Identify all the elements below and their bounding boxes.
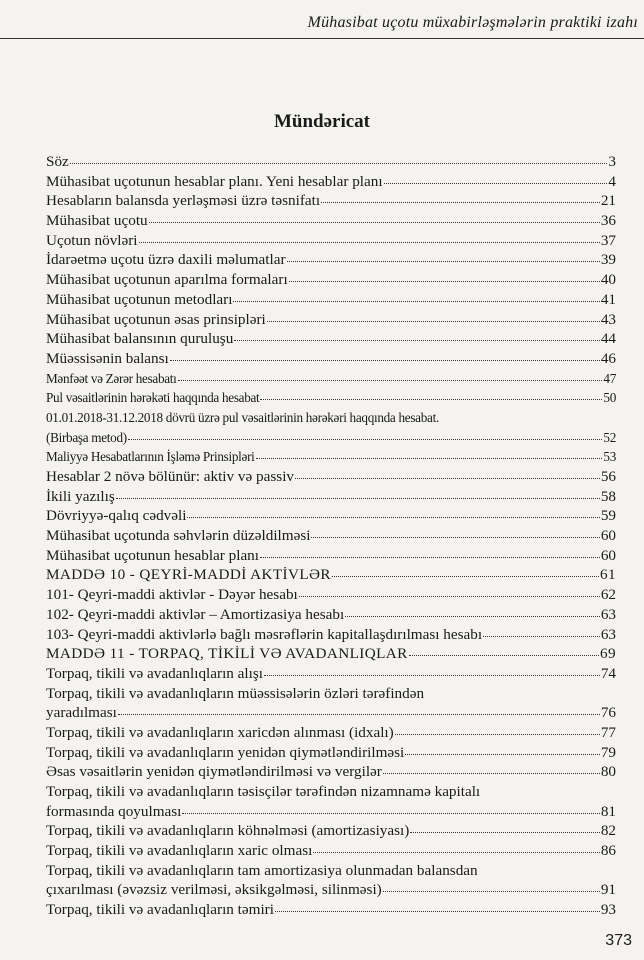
dot-leader <box>405 754 600 755</box>
toc-entry <box>46 861 616 881</box>
toc-entry <box>46 408 616 428</box>
dot-leader <box>234 340 600 341</box>
toc-entry <box>46 802 616 822</box>
toc-entry-label: Mühasibat uçotunda səhvlərin düzəldilməsi <box>46 527 311 545</box>
page-number: 373 <box>605 932 632 949</box>
toc-entry <box>46 388 616 408</box>
toc-entry-label: çıxarılması (əvəzsiz verilməsi, əksikgəlməsi, silinməsi) <box>46 881 382 899</box>
dot-leader <box>260 557 600 558</box>
toc-entry <box>46 191 616 211</box>
toc-entry <box>46 270 616 290</box>
toc-entry-page: 77 <box>600 723 616 741</box>
toc-entry-label: Mühasibat uçotunun hesablar planı. Yeni hesablar planı <box>46 172 383 190</box>
toc-entry <box>46 900 616 920</box>
toc-entry <box>46 467 616 487</box>
dot-leader <box>299 596 600 597</box>
dot-leader <box>256 458 603 459</box>
running-header <box>0 0 644 40</box>
dot-leader <box>178 380 603 381</box>
dot-leader <box>311 537 599 538</box>
toc-entry <box>46 880 616 900</box>
toc-entry <box>46 762 616 782</box>
toc-entry-label: Pul vəsaitlərinin hərəkəti haqqında hesabat <box>46 390 260 406</box>
toc-entry-label: 102- Qeyri-maddi aktivlər – Amortizasiya hesabı <box>46 605 345 623</box>
toc-entry-label: İdarəetmə uçotu üzrə daxili məlumatlar <box>46 251 286 269</box>
toc-entry-label: Mühasibat uçotunun aparılma formaları <box>46 271 288 289</box>
dot-leader <box>139 242 600 243</box>
dot-leader <box>409 655 599 656</box>
toc-entry <box>46 369 616 389</box>
toc-entry-page: 63 <box>600 605 616 623</box>
dot-leader <box>383 891 600 892</box>
dot-leader <box>313 852 599 853</box>
dot-leader <box>332 576 599 577</box>
toc-entry <box>46 172 616 192</box>
dot-leader <box>275 911 600 912</box>
toc-entry-page: 81 <box>600 802 616 820</box>
toc-entry <box>46 447 616 467</box>
toc-entry <box>46 310 616 330</box>
toc-entry-label: Uçotun növləri <box>46 231 138 249</box>
toc-entry-page: 86 <box>600 842 616 860</box>
toc-entry-page: 79 <box>600 743 616 761</box>
toc-entry <box>46 349 616 369</box>
dot-leader <box>321 202 600 203</box>
toc-entry-page: 39 <box>600 251 616 269</box>
toc-entry-label: Mühasibat uçotunun metodları <box>46 290 233 308</box>
toc-entry-label: Hesablar 2 növə bölünür: aktiv və passiv <box>46 468 295 485</box>
toc-entry-label: yaradılması <box>46 704 117 722</box>
toc-entry-page: 69 <box>600 645 616 663</box>
toc-entry-label: Mənfəət və Zərər hesabatı <box>46 370 177 386</box>
toc-entry-label: Torpaq, tikili və avadanlıqların tam amortizasiya olunmadan balansdan <box>46 861 478 879</box>
running-title: Mühasibat uçotu müxabirləşmələrin praktiki izahı <box>307 14 638 31</box>
toc-entry <box>46 546 616 566</box>
dot-leader <box>118 714 600 715</box>
dot-leader <box>383 773 600 774</box>
toc-entry-page: 3 <box>608 153 616 170</box>
toc-entry-label: Mühasibat uçotu <box>46 212 148 230</box>
toc-entry-page: 52 <box>603 429 616 445</box>
dot-leader <box>410 832 599 833</box>
toc-entry-label: Torpaq, tikili və avadanlıqların təmiri <box>46 901 274 919</box>
dot-leader <box>187 517 599 518</box>
toc-entry-page: 44 <box>600 330 616 348</box>
toc-entry <box>46 290 616 310</box>
toc-entry <box>46 152 616 172</box>
toc-entry-page: 41 <box>600 290 616 308</box>
toc-entry <box>46 664 616 684</box>
toc-entry-page: 62 <box>600 586 616 604</box>
header-rule <box>0 38 644 39</box>
dot-leader <box>233 301 599 302</box>
toc-entry-label: Maliyyə Hesabatlarının İşləmə Prinsipləri <box>46 449 255 465</box>
toc-entry-label: Dövriyyə-qalıq cədvəli <box>46 507 187 525</box>
toc-entry <box>46 625 616 645</box>
dot-leader <box>182 813 599 814</box>
dot-leader <box>395 734 600 735</box>
toc-entry <box>46 605 616 625</box>
dot-leader <box>116 498 600 499</box>
dot-leader <box>289 281 600 282</box>
toc-entry-page: 47 <box>603 370 616 386</box>
toc-entry-page: 50 <box>603 390 616 406</box>
dot-leader <box>128 439 603 440</box>
toc-entry-label: Torpaq, tikili və avadanlıqların müəssisələrin özləri tərəfindən <box>46 684 425 702</box>
toc-entry-page: 80 <box>600 763 616 781</box>
toc-entry-page: 60 <box>600 546 616 564</box>
toc-entry-label: Torpaq, tikili və avadanlıqların alışı <box>46 664 263 682</box>
dot-leader <box>264 675 600 676</box>
dot-leader <box>384 183 608 184</box>
dot-leader <box>287 261 600 262</box>
toc-entry-page: 37 <box>600 231 616 249</box>
toc-entry-page: 46 <box>600 349 616 367</box>
toc-entry-label: İkili yazılış <box>46 487 115 505</box>
toc-entry-label: 01.01.2018-31.12.2018 dövrü üzrə pul vəsaitlərinin hərəkəri haqqında hesabat. <box>46 409 439 425</box>
toc-entry-page: 43 <box>600 310 616 328</box>
toc-entry-label: (Birbaşa metod) <box>46 429 127 445</box>
toc-entry <box>46 703 616 723</box>
dot-leader <box>149 222 600 223</box>
toc-entry-label: Müəssisənin balansı <box>46 349 169 367</box>
toc-entry-label: Torpaq, tikili və avadanlıqların xaric olması <box>46 842 313 860</box>
toc-entry-label: Torpaq, tikili və avadanlıqların təsisçilər tərəfindən nizamnamə kapitalı <box>46 783 481 800</box>
toc-entry-page: 53 <box>603 449 616 465</box>
toc-entry-label: Əsas vəsaitlərin yenidən qiymətləndirilməsi və vergilər <box>46 763 382 781</box>
toc-entry-page: 58 <box>600 487 616 505</box>
toc-entry <box>46 841 616 861</box>
toc-entry-page: 59 <box>600 507 616 525</box>
toc-entry-label: 101- Qeyri-maddi aktivlər - Dəyər hesabı <box>46 586 298 604</box>
toc-entry-label: formasında qoyulması <box>46 802 182 820</box>
toc-title: Mündəricat <box>273 111 371 132</box>
toc-entry-page: 93 <box>600 901 616 919</box>
toc-entry <box>46 428 616 448</box>
toc-entry-page: 76 <box>600 704 616 722</box>
toc-entry-label: Torpaq, tikili və avadanlıqların köhnəlməsi (amortizasiyası) <box>46 822 410 840</box>
toc-entry-page: 40 <box>600 271 616 289</box>
toc-entry <box>46 506 616 526</box>
toc-entry <box>46 585 616 605</box>
toc-entry <box>46 211 616 231</box>
toc-entry <box>46 782 616 802</box>
dot-leader <box>170 360 600 361</box>
toc-entry-page: 60 <box>600 527 616 545</box>
toc-entry-page: 36 <box>600 212 616 230</box>
dot-leader <box>70 163 608 164</box>
dot-leader <box>267 321 600 322</box>
dot-leader <box>260 399 602 400</box>
toc-entry-label: MADDƏ 11 - TORPAQ, TİKİLİ VƏ AVADANLIQLAR <box>46 645 408 663</box>
toc-entry-label: Mühasibat balansının quruluşu <box>46 330 234 348</box>
table-of-contents <box>46 152 616 920</box>
toc-entry <box>46 743 616 763</box>
toc-entry-page: 82 <box>600 822 616 840</box>
toc-entry-label: MADDƏ 10 - QEYRİ-MADDİ AKTİVLƏR <box>46 566 331 584</box>
toc-entry-page: 4 <box>608 172 616 190</box>
toc-entry <box>46 565 616 585</box>
toc-entry <box>46 821 616 841</box>
dot-leader <box>295 478 600 479</box>
toc-entry <box>46 684 616 704</box>
toc-entry-page: 56 <box>600 468 616 485</box>
toc-entry <box>46 526 616 546</box>
toc-entry-label: Torpaq, tikili və avadanlıqların yenidən qiymətləndirilməsi <box>46 743 405 761</box>
toc-entry <box>46 487 616 507</box>
toc-entry-page: 91 <box>600 881 616 899</box>
toc-entry-label: 103- Qeyri-maddi aktivlərlə bağlı məsrəflərin kapitallaşdırılması hesabı <box>46 625 483 643</box>
toc-entry-label: Mühasibat uçotunun əsas prinsipləri <box>46 310 266 328</box>
toc-entry-page: 21 <box>600 192 616 210</box>
toc-entry <box>46 644 616 664</box>
toc-entry-label: Hesabların balansda yerləşməsi üzrə təsnifatı <box>46 192 321 210</box>
toc-entry-page: 74 <box>600 664 616 682</box>
toc-entry <box>46 723 616 743</box>
dot-leader <box>345 616 600 617</box>
toc-entry-page: 63 <box>600 625 616 643</box>
toc-entry <box>46 231 616 251</box>
toc-entry <box>46 250 616 270</box>
dot-leader <box>483 636 600 637</box>
toc-entry-label: Söz <box>46 153 69 170</box>
toc-entry-label: Mühasibat uçotunun hesablar planı <box>46 546 259 564</box>
toc-entry <box>46 329 616 349</box>
toc-entry-label: Torpaq, tikili və avadanlıqların xaricdən alınması (idxalı) <box>46 723 394 741</box>
toc-entry-page: 61 <box>600 566 616 584</box>
